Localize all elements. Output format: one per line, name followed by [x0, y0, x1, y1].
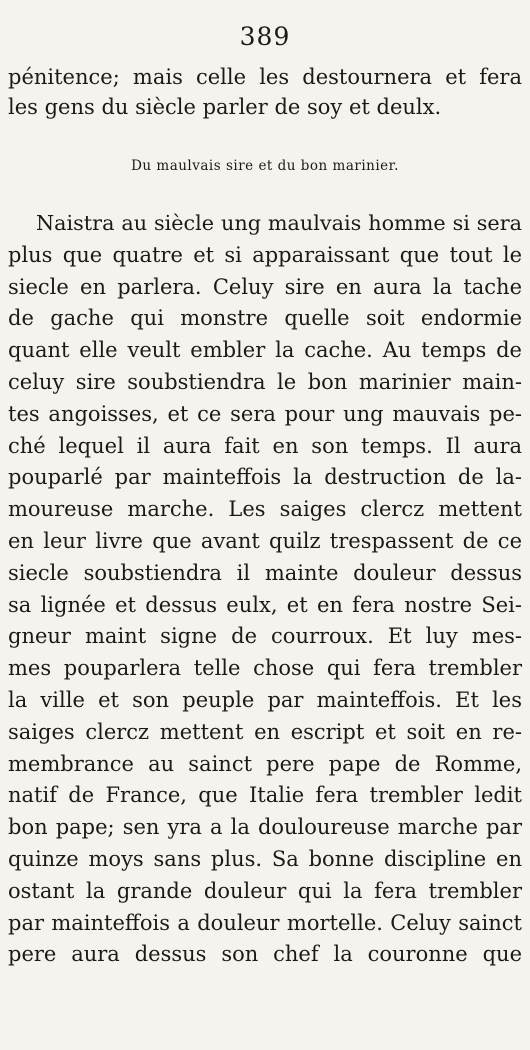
- text-line: la ville et son peuple par mainteffois. Et les: [8, 687, 522, 712]
- text-line: siecle en parlera. Celuy sire en aura la tache: [8, 274, 522, 299]
- text-line: natif de France, que Italie fera trembler ledit: [8, 783, 522, 808]
- text-line: quant elle veult embler la cache. Au temps de: [8, 338, 522, 363]
- text-line: membrance au sainct pere pape de Romme,: [8, 751, 522, 776]
- text-line: siecle soubstiendra il mainte douleur dessus: [8, 560, 522, 585]
- text-line: gneur maint signe de courroux. Et luy mes-: [8, 624, 522, 649]
- page-number: 389: [239, 22, 291, 51]
- text-line: sa lignée et dessus eulx, et en fera nostre Sei-: [8, 592, 522, 617]
- text-line: bon pape; sen yra a la douloureuse marche par: [8, 815, 522, 840]
- text-line: saiges clercz mettent en escript et soit en re-: [8, 719, 522, 744]
- main-paragraph: [8, 208, 522, 971]
- text-line: en leur livre que avant quilz trespassent de ce: [8, 528, 522, 553]
- text-line: de gache qui monstre quelle soit endormie: [8, 306, 522, 331]
- text-line: celuy sire soubstiendra le bon marinier main-: [8, 369, 522, 394]
- text-line: pénitence; mais celle les destournera et fera: [8, 65, 522, 89]
- continuation-text: [8, 62, 522, 122]
- text-line: Naistra au siècle ung maulvais homme si sera: [36, 211, 522, 235]
- text-line: ostant la grande douleur qui la fera trembler: [8, 878, 522, 903]
- text-line: quinze moys sans plus. Sa bonne discipline en: [8, 846, 522, 871]
- text-line: tes angoisses, et ce sera pour ung mauvais pe-: [8, 401, 522, 426]
- text-line: pere aura dessus son chef la couronne que: [8, 942, 522, 967]
- text-line: plus que quatre et si apparaissant que tout le: [8, 242, 522, 267]
- text-line: les gens du siècle parler de soy et deulx.: [8, 95, 442, 119]
- text-line: moureuse marche. Les saiges clercz mettent: [8, 497, 522, 522]
- text-line: par mainteffois a douleur mortelle. Celuy sainct: [8, 910, 522, 935]
- text-line: mes pouparlera telle chose qui fera trembler: [8, 656, 522, 681]
- text-line: pouparlé par mainteffois la destruction de la-: [8, 465, 522, 490]
- chapter-title: Du maulvais sire et du bon marinier.: [131, 158, 399, 174]
- text-line: ché lequel il aura fait en son temps. Il aura: [8, 433, 522, 458]
